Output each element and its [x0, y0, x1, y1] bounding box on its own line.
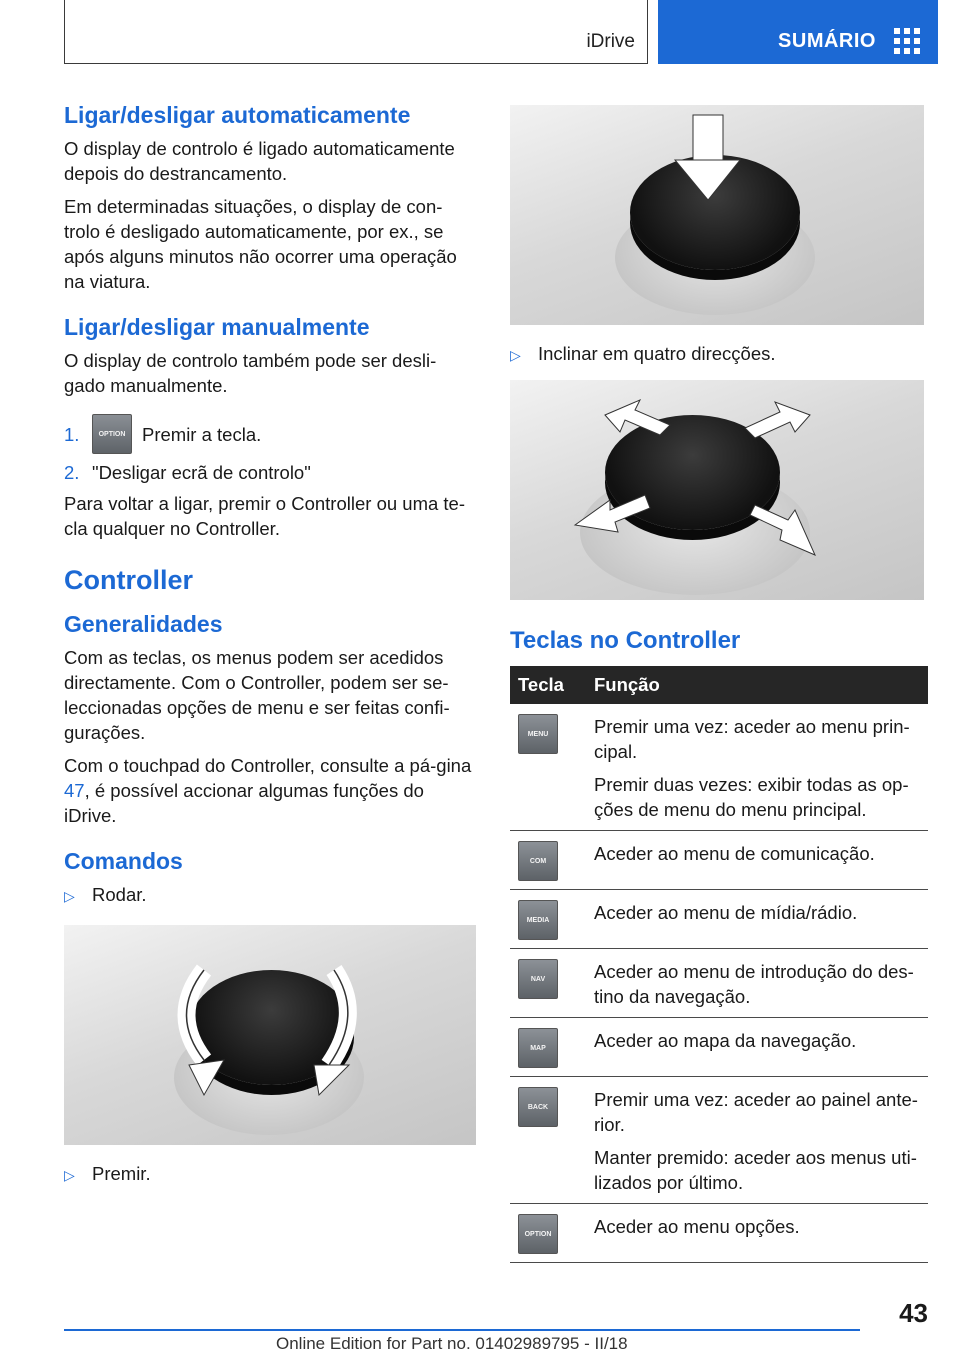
right-column: [510, 100, 928, 1263]
media-key-icon: MEDIA: [518, 900, 558, 940]
table-row: MEDIA Aceder ao menu de mídia/rádio.: [510, 890, 928, 949]
controller-press-image: [510, 105, 924, 325]
left-column: [64, 100, 476, 1198]
col-function-header: Função: [586, 666, 928, 704]
auto-heading: Ligar/desligar automaticamente: [64, 102, 411, 128]
bullet-rotate: ▷ Rodar.: [64, 882, 476, 909]
step-1: [64, 414, 476, 454]
auto-paragraph-2: Em determinadas situações, o display de con-trolo é desligado automaticamente, por ex., se após alguns minutos não ocorrer uma operação na viatura.: [64, 196, 457, 292]
table-row: MENU Premir uma vez: aceder ao menu prin-cipal. Premir duas vezes: exibir todas as op-ções de menu do menu principal.: [510, 704, 928, 831]
page-link[interactable]: 47: [64, 780, 85, 801]
menu-key-icon: MENU: [518, 714, 558, 754]
bullet-press: ▷ Premir.: [64, 1161, 476, 1188]
tilt-arrows-icon: [510, 380, 924, 600]
summary-button[interactable]: [658, 0, 938, 64]
keys-table: [510, 666, 928, 1263]
manual-paragraph-1: O display de controlo também pode ser desli-gado manualmente.: [64, 350, 437, 396]
auto-paragraph-1: O display de controlo é ligado automaticamente depois do destrancamento.: [64, 138, 455, 184]
step-text: Premir a tecla.: [142, 423, 262, 445]
press-arrow-icon: [510, 105, 924, 325]
header-frame: [64, 0, 648, 64]
manual-paragraph-2: Para voltar a ligar, premir o Controller ou uma te-cla qualquer no Controller.: [64, 493, 466, 539]
option-key-icon: OPTION: [518, 1214, 558, 1254]
table-row: NAV Aceder ao menu de introdução do des-tino da navegação.: [510, 949, 928, 1018]
step-number: 1.: [64, 423, 80, 445]
step-text: "Desligar ecrã de controlo": [92, 462, 311, 483]
nav-key-icon: NAV: [518, 959, 558, 999]
bullet-tilt: ▷ Inclinar em quatro direcções.: [510, 341, 928, 368]
triangle-bullet-icon: ▷: [510, 347, 521, 363]
table-row: MAP Aceder ao mapa da navegação.: [510, 1018, 928, 1077]
grid-menu-icon: [894, 28, 920, 54]
option-key-icon: OPTION: [92, 414, 132, 454]
table-row: BACK Premir uma vez: aceder ao painel ante-rior. Manter premido: aceder aos menus uti-lizados por último.: [510, 1077, 928, 1204]
general-paragraph-1: Com as teclas, os menus podem ser acedidos directamente. Com o Controller, podem ser se-leccionadas opções de menu e ser feitas confi-gurações.: [64, 647, 450, 743]
keys-heading: Teclas no Controller: [510, 627, 741, 654]
controller-tilt-image: [510, 380, 924, 600]
col-key-header: Tecla: [510, 666, 586, 704]
summary-label: SUMÁRIO: [778, 30, 876, 52]
step-number: 2.: [64, 462, 80, 483]
page-number: 43: [899, 1298, 928, 1328]
triangle-bullet-icon: ▷: [64, 888, 75, 904]
general-paragraph-2: Com o touchpad do Controller, consulte a pá-gina 47, é possível accionar algumas funções do iDrive.: [64, 755, 472, 826]
commands-heading: Comandos: [64, 848, 183, 874]
step-2: [64, 460, 476, 485]
back-key-icon: BACK: [518, 1087, 558, 1127]
triangle-bullet-icon: ▷: [64, 1167, 75, 1183]
com-key-icon: COM: [518, 841, 558, 881]
general-heading: Generalidades: [64, 611, 223, 637]
footer-divider: [64, 1329, 860, 1331]
map-key-icon: MAP: [518, 1028, 558, 1068]
rotate-arrows-icon: [64, 925, 476, 1145]
table-row: COM Aceder ao menu de comunicação.: [510, 831, 928, 890]
manual-heading: Ligar/desligar manualmente: [64, 314, 370, 340]
controller-rotate-image: [64, 925, 476, 1145]
table-row: OPTION Aceder ao menu opções.: [510, 1204, 928, 1263]
section-title: iDrive: [586, 31, 635, 52]
footer-edition: Online Edition for Part no. 01402989795 - II/18: [276, 1334, 628, 1353]
controller-heading: Controller: [64, 565, 194, 595]
